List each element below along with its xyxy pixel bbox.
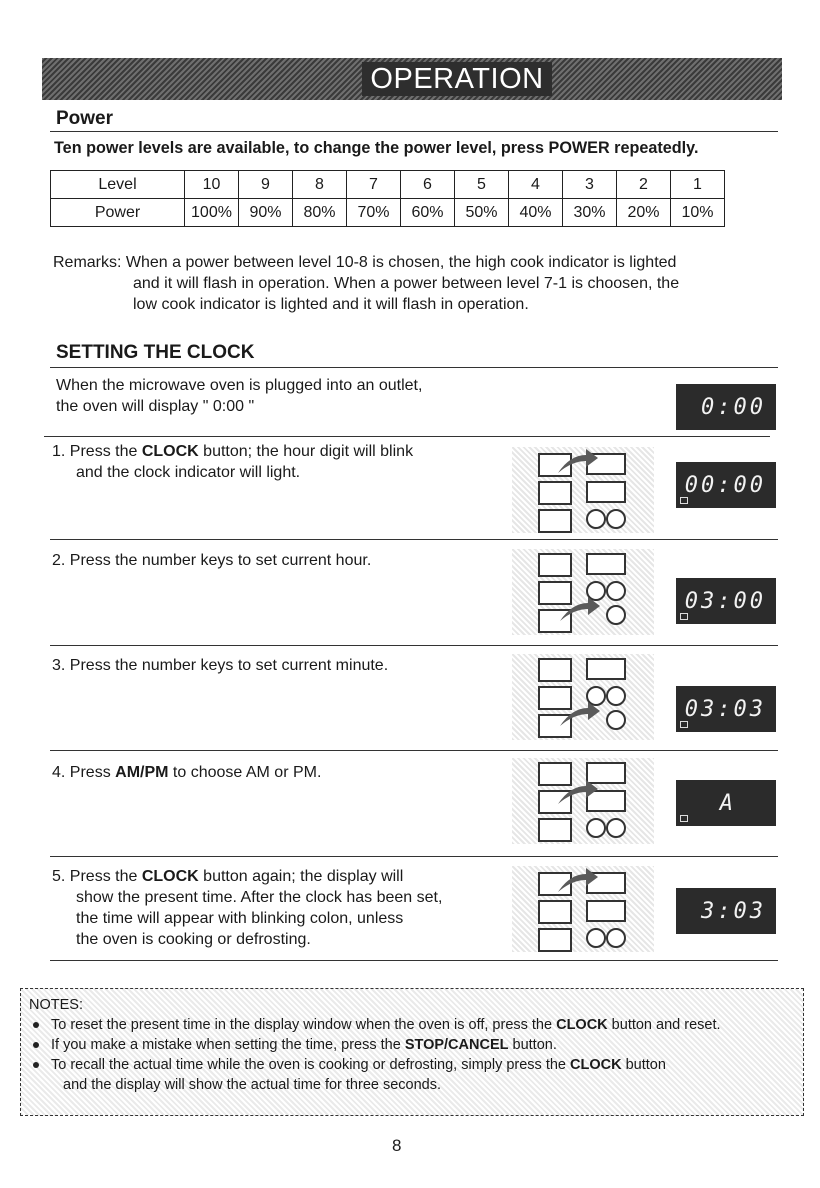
power-cell: 50% (455, 199, 509, 227)
level-cell: 9 (239, 171, 293, 199)
power-description: Ten power levels are available, to change the power level, press POWER repeatedly. (54, 139, 699, 157)
arrow-icon (556, 778, 600, 808)
oven-display (676, 384, 776, 430)
clock-heading: SETTING THE CLOCK (56, 342, 255, 363)
step-line: show the present time. After the clock has been set, (76, 889, 443, 906)
step-5 (52, 866, 492, 950)
intro-line: the oven will display " 0:00 " (56, 398, 255, 415)
arrow-icon (558, 595, 602, 625)
display-readout: A (719, 790, 736, 816)
display-readout: 03:03 (684, 696, 766, 722)
note-item: If you make a mistake when setting the time, press the STOP/CANCEL button. (33, 1035, 803, 1055)
level-cell: 5 (455, 171, 509, 199)
key (538, 553, 572, 577)
remarks-line: Remarks: When a power between level 10-8 is chosen, the high cook indicator is lighted (53, 254, 677, 271)
divider (50, 645, 778, 646)
oven-display (676, 780, 776, 826)
power-cell: 60% (401, 199, 455, 227)
remarks-line: and it will flash in operation. When a power between level 7-1 is choosen, the (133, 275, 680, 292)
bullet-icon (33, 1022, 39, 1028)
table-header-power: Power (51, 199, 185, 227)
level-cell: 3 (563, 171, 617, 199)
power-cell: 40% (509, 199, 563, 227)
note-item-continued: and the display will show the actual time for three seconds. (63, 1077, 442, 1093)
arrow-icon (556, 447, 600, 477)
oven-display (676, 462, 776, 508)
step-line: 5. Press the CLOCK button again; the display will (52, 868, 404, 885)
power-heading: Power (56, 108, 114, 129)
key (586, 928, 606, 948)
divider (50, 960, 778, 961)
level-cell: 4 (509, 171, 563, 199)
display-readout: 03:00 (684, 588, 766, 614)
key (586, 900, 626, 922)
indicator-icon (680, 815, 688, 822)
remarks-line: low cook indicator is lighted and it will flash in operation. (133, 296, 529, 313)
display-readout: 00:00 (684, 472, 766, 498)
table-header-level: Level (51, 171, 185, 199)
arrow-icon (558, 700, 602, 730)
clock-intro (56, 375, 422, 417)
indicator-icon (680, 497, 688, 504)
keypad-illustration (512, 866, 654, 952)
section-banner (42, 58, 782, 100)
notes-title: NOTES: (29, 997, 83, 1013)
power-cell: 100% (185, 199, 239, 227)
power-cell: 80% (293, 199, 347, 227)
intro-line: When the microwave oven is plugged into an outlet, (56, 377, 423, 394)
key (538, 658, 572, 682)
note-item: To recall the actual time while the oven is cooking or defrosting, simply press the CLOCK button (33, 1055, 803, 1075)
table-row (51, 199, 725, 227)
table-row (51, 171, 725, 199)
level-cell: 7 (347, 171, 401, 199)
power-level-table (50, 170, 725, 227)
key (538, 509, 572, 533)
key (586, 509, 606, 529)
keypad-illustration (512, 758, 654, 844)
arrow-icon (556, 866, 600, 896)
power-cell: 20% (617, 199, 671, 227)
key (606, 818, 626, 838)
key (586, 481, 626, 503)
level-cell: 1 (671, 171, 725, 199)
key (606, 605, 626, 625)
divider (44, 436, 770, 437)
note-item: To reset the present time in the display window when the oven is off, press the CLOCK button and reset. (33, 1015, 803, 1035)
indicator-icon (680, 613, 688, 620)
page-number: 8 (392, 1136, 402, 1155)
level-cell: 10 (185, 171, 239, 199)
key (606, 686, 626, 706)
step-line: the oven is cooking or defrosting. (76, 931, 311, 948)
key (586, 553, 626, 575)
key (606, 710, 626, 730)
page-title: OPERATION (362, 62, 552, 96)
key (538, 818, 572, 842)
bullet-icon (33, 1042, 39, 1048)
bullet-icon (33, 1062, 39, 1068)
key (606, 928, 626, 948)
step-2 (52, 550, 492, 571)
key (538, 481, 572, 505)
divider (50, 131, 778, 132)
step-line: 4. Press AM/PM to choose AM or PM. (52, 764, 322, 781)
key (538, 900, 572, 924)
key (606, 509, 626, 529)
keypad-illustration (512, 654, 654, 740)
power-remarks (53, 252, 773, 315)
step-3 (52, 655, 492, 676)
key (538, 928, 572, 952)
level-cell: 8 (293, 171, 347, 199)
power-cell: 90% (239, 199, 293, 227)
oven-display (676, 686, 776, 732)
power-cell: 10% (671, 199, 725, 227)
oven-display (676, 578, 776, 624)
step-line: and the clock indicator will light. (76, 464, 301, 481)
level-cell: 2 (617, 171, 671, 199)
divider (50, 539, 778, 540)
power-cell: 30% (563, 199, 617, 227)
step-1 (52, 441, 492, 483)
step-line: the time will appear with blinking colon, unless (76, 910, 404, 927)
keypad-illustration (512, 447, 654, 533)
divider (50, 367, 778, 368)
step-line: 3. Press the number keys to set current minute. (52, 657, 389, 674)
display-readout: 3:03 (701, 898, 766, 924)
keypad-illustration (512, 549, 654, 635)
key (586, 818, 606, 838)
step-line: 1. Press the CLOCK button; the hour digit will blink (52, 443, 414, 460)
divider (50, 856, 778, 857)
display-readout: 0:00 (701, 394, 766, 420)
divider (50, 750, 778, 751)
oven-display (676, 888, 776, 934)
key (606, 581, 626, 601)
step-4 (52, 762, 492, 783)
indicator-icon (680, 721, 688, 728)
power-cell: 70% (347, 199, 401, 227)
step-line: 2. Press the number keys to set current hour. (52, 552, 372, 569)
level-cell: 6 (401, 171, 455, 199)
key (586, 658, 626, 680)
notes-box (20, 988, 804, 1116)
